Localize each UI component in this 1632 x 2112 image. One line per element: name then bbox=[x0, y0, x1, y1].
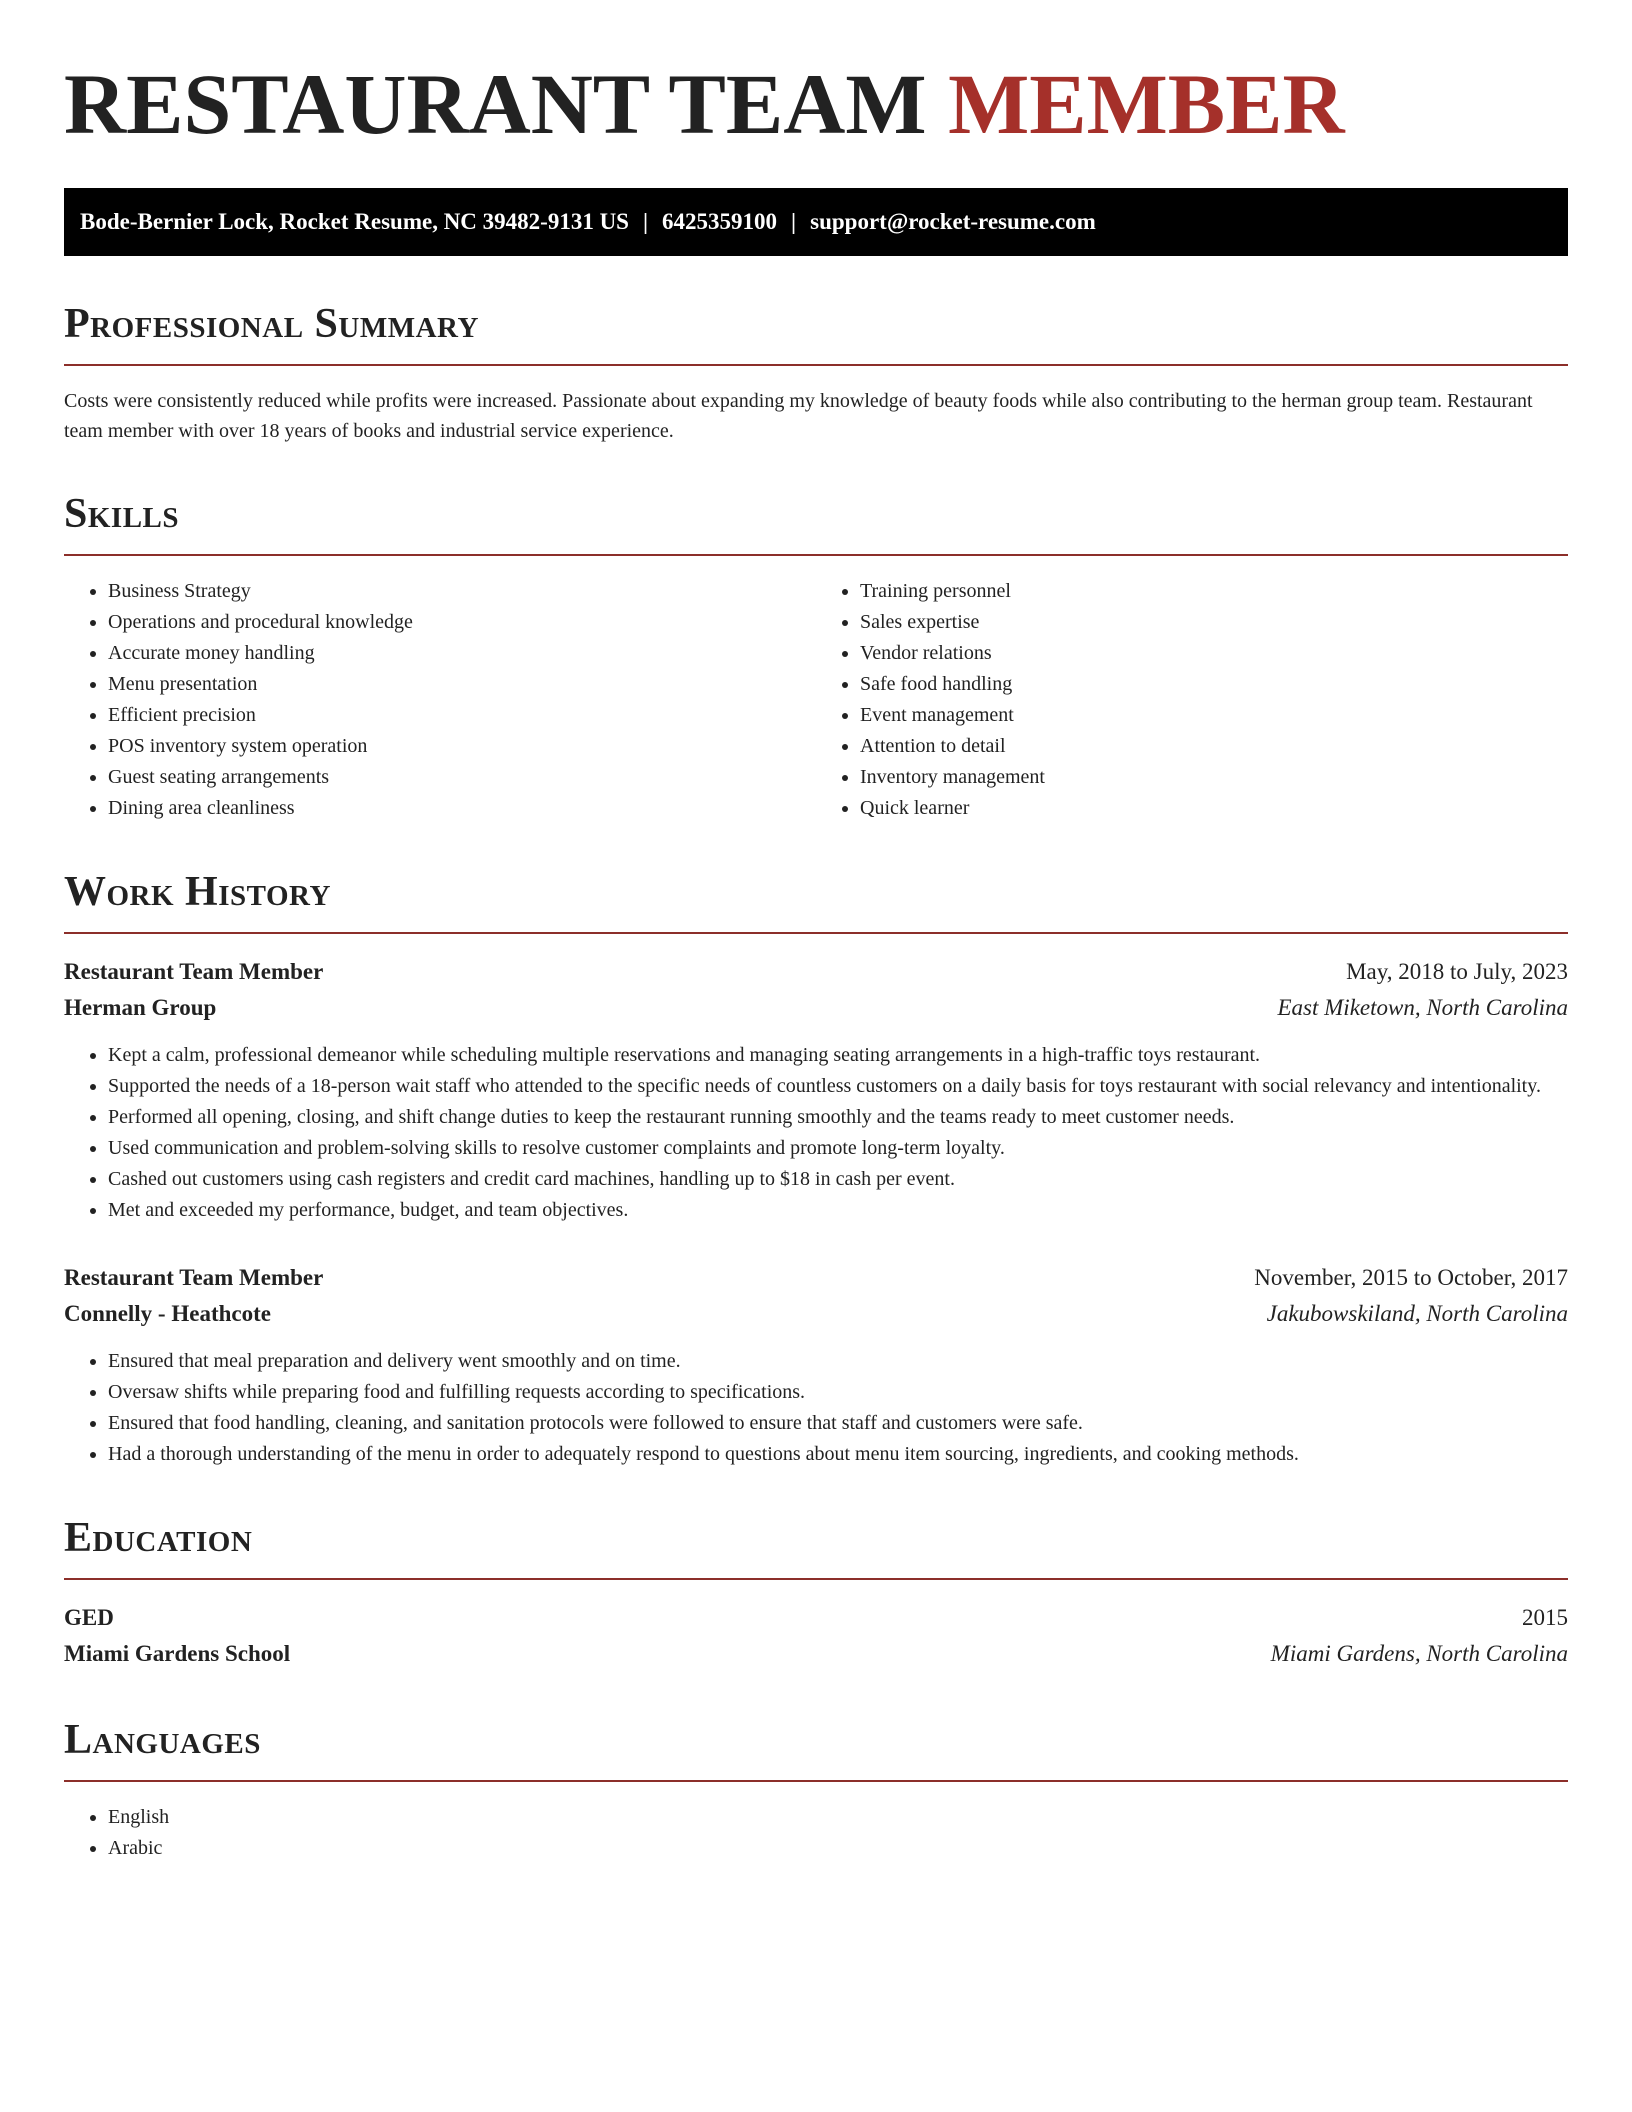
job-location: East Miketown, North Carolina bbox=[1277, 995, 1568, 1020]
section-divider bbox=[64, 1780, 1568, 1782]
job-company: Connelly - Heathcote bbox=[64, 1301, 271, 1326]
skill-item: • Business Strategy bbox=[108, 576, 816, 607]
work-history-section bbox=[64, 868, 1568, 1470]
skill-item: • Efficient precision bbox=[108, 700, 816, 731]
skills-list-right bbox=[816, 576, 1568, 824]
education-section bbox=[64, 1514, 1568, 1672]
job-bullet: • Oversaw shifts while preparing food and fulfilling requests according to specifications. bbox=[108, 1377, 1568, 1408]
job-bullet: • Met and exceeded my performance, budget, and team objectives. bbox=[108, 1195, 1568, 1226]
skill-item: • POS inventory system operation bbox=[108, 731, 816, 762]
job-bullets bbox=[64, 1346, 1568, 1470]
job-location: Jakubowskiland, North Carolina bbox=[1266, 1301, 1568, 1326]
job-company-row bbox=[64, 1296, 1568, 1332]
job-bullet: • Ensured that meal preparation and delivery went smoothly and on time. bbox=[108, 1346, 1568, 1377]
skill-item: • Dining area cleanliness bbox=[108, 793, 816, 824]
skill-item: • Vendor relations bbox=[860, 638, 1568, 669]
contact-email: support@rocket-resume.com bbox=[810, 209, 1096, 234]
job-bullet: • Kept a calm, professional demeanor while scheduling multiple reservations and managing seating arrangements in a high-traffic toys restaurant. bbox=[108, 1040, 1568, 1071]
job-bullets bbox=[64, 1040, 1568, 1226]
skill-item: • Quick learner bbox=[860, 793, 1568, 824]
education-year: 2015 bbox=[1522, 1605, 1568, 1630]
job-dates: November, 2015 to October, 2017 bbox=[1254, 1265, 1568, 1290]
skill-item: • Operations and procedural knowledge bbox=[108, 607, 816, 638]
contact-address: Bode-Bernier Lock, Rocket Resume, NC 39482-9131 US bbox=[80, 209, 629, 234]
job-header-row bbox=[64, 1260, 1568, 1296]
job-company: Herman Group bbox=[64, 995, 217, 1020]
skill-item: • Sales expertise bbox=[860, 607, 1568, 638]
skills-list-left bbox=[64, 576, 816, 824]
contact-separator: | bbox=[791, 209, 797, 234]
summary-section bbox=[64, 300, 1568, 446]
section-divider bbox=[64, 932, 1568, 934]
contact-bar bbox=[64, 188, 1568, 256]
job-title: Restaurant Team Member bbox=[64, 959, 324, 984]
section-heading: Professional Summary bbox=[64, 301, 479, 347]
education-school-row bbox=[64, 1636, 1568, 1672]
education-degree-row bbox=[64, 1600, 1568, 1636]
job-bullet: • Ensured that food handling, cleaning, and sanitation protocols were followed to ensure that staff and customers were safe. bbox=[108, 1408, 1568, 1439]
section-heading: Work History bbox=[64, 869, 331, 915]
summary-text: Costs were consistently reduced while profits were increased. Passionate about expanding my knowledge of beauty foods while also contributing to the herman group team. Restaurant team member with over 18 years of books and industrial service experience. bbox=[64, 390, 1533, 442]
education-school: Miami Gardens School bbox=[64, 1641, 291, 1666]
education-degree: GED bbox=[64, 1605, 114, 1630]
section-divider bbox=[64, 1578, 1568, 1580]
title-main: RESTAURANT TEAM bbox=[64, 56, 927, 152]
job-dates: May, 2018 to July, 2023 bbox=[1346, 959, 1568, 984]
skills-section bbox=[64, 490, 1568, 824]
languages-list bbox=[64, 1802, 1568, 1864]
job-bullet: • Supported the needs of a 18-person wait staff who attended to the specific needs of countless customers on a daily basis for toys restaurant with social relevancy and intentionality. bbox=[108, 1071, 1568, 1102]
job-header-row bbox=[64, 954, 1568, 990]
languages-section bbox=[64, 1716, 1568, 1864]
skill-item: • Event management bbox=[860, 700, 1568, 731]
job-bullet: • Used communication and problem-solving skills to resolve customer complaints and promote long-term loyalty. bbox=[108, 1133, 1568, 1164]
job-entry bbox=[64, 954, 1568, 1226]
skill-item: • Accurate money handling bbox=[108, 638, 816, 669]
skill-item: • Safe food handling bbox=[860, 669, 1568, 700]
skills-columns bbox=[64, 576, 1568, 824]
job-bullet: • Performed all opening, closing, and shift change duties to keep the restaurant running smoothly and the teams ready to meet customer needs. bbox=[108, 1102, 1568, 1133]
job-bullet: • Cashed out customers using cash registers and credit card machines, handling up to $18 in cash per event. bbox=[108, 1164, 1568, 1195]
skill-item: • Menu presentation bbox=[108, 669, 816, 700]
title-accent: MEMBER bbox=[948, 56, 1345, 152]
job-title: Restaurant Team Member bbox=[64, 1265, 324, 1290]
resume-title bbox=[64, 56, 1568, 152]
language-item: • Arabic bbox=[108, 1833, 1568, 1864]
job-bullet: • Had a thorough understanding of the menu in order to adequately respond to questions about menu item sourcing, ingredients, and cooking methods. bbox=[108, 1439, 1568, 1470]
skill-item: • Guest seating arrangements bbox=[108, 762, 816, 793]
skill-item: • Training personnel bbox=[860, 576, 1568, 607]
section-heading: Languages bbox=[64, 1717, 261, 1763]
job-entry bbox=[64, 1260, 1568, 1470]
contact-phone: 6425359100 bbox=[662, 209, 778, 234]
language-item: • English bbox=[108, 1802, 1568, 1833]
section-divider bbox=[64, 554, 1568, 556]
contact-separator: | bbox=[642, 209, 649, 234]
section-divider bbox=[64, 364, 1568, 366]
education-location: Miami Gardens, North Carolina bbox=[1270, 1641, 1568, 1666]
skill-item: • Inventory management bbox=[860, 762, 1568, 793]
section-heading: Skills bbox=[64, 491, 180, 537]
section-heading: Education bbox=[64, 1515, 253, 1561]
job-company-row bbox=[64, 990, 1568, 1026]
skill-item: • Attention to detail bbox=[860, 731, 1568, 762]
